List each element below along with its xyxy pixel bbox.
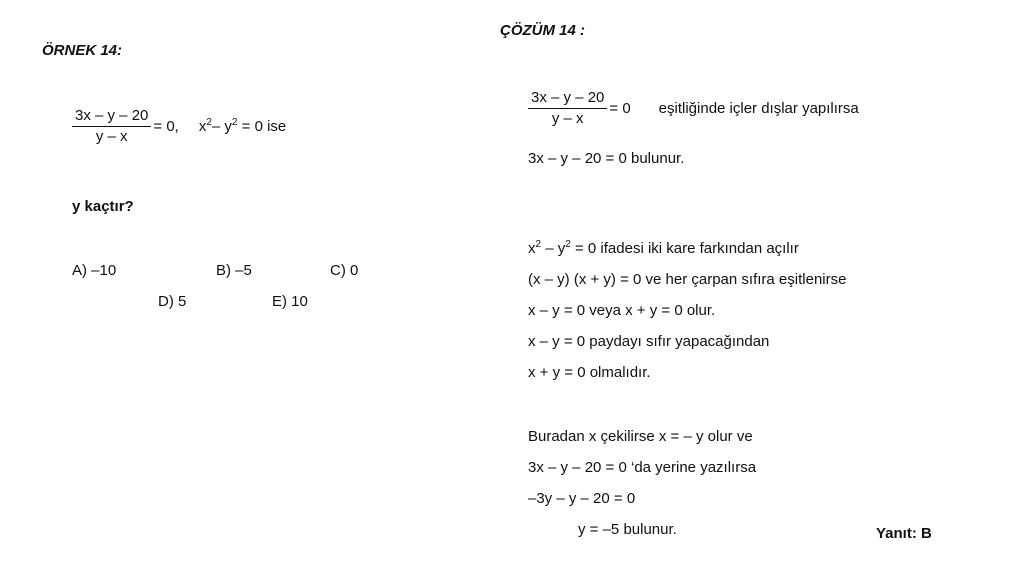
solution-fraction-line <box>528 88 859 129</box>
option-a: A) –10 <box>72 262 117 279</box>
example-fraction <box>72 106 151 147</box>
example-fraction-numerator: 3x – y – 20 <box>72 106 151 127</box>
option-e: E) 10 <box>272 293 308 310</box>
solution-heading: ÇÖZÜM 14 : <box>500 22 586 39</box>
solution-fraction-note: eşitliğinde içler dışlar yapılırsa <box>658 100 859 117</box>
solution-fraction-denominator: y – x <box>551 110 584 127</box>
solution-line-6: x + y = 0 olmalıdır. <box>528 364 651 381</box>
solution-fraction-numerator: 3x – y – 20 <box>528 88 607 109</box>
answer-label: Yanıt: B <box>876 525 932 542</box>
example-fraction-denominator: y – x <box>95 128 128 145</box>
solution-line-1: 3x – y – 20 = 0 bulunur. <box>528 150 685 167</box>
solution-fraction-rhs: = 0 <box>609 100 631 117</box>
option-d: D) 5 <box>158 293 187 310</box>
solution-line-3: (x – y) (x + y) = 0 ve her çarpan sıfıra eşitlenirse <box>528 271 847 288</box>
solution-line-8: 3x – y – 20 = 0 ‘da yerine yazılırsa <box>528 459 757 476</box>
solution-fraction <box>528 88 607 129</box>
example-question: y kaçtır? <box>72 198 134 215</box>
option-b: B) –5 <box>216 262 252 279</box>
solution-line-7: Buradan x çekilirse x = – y olur ve <box>528 428 753 445</box>
solution-line-10: y = –5 bulunur. <box>578 521 677 538</box>
example-equation <box>72 106 286 147</box>
solution-line-4: x – y = 0 veya x + y = 0 olur. <box>528 302 716 319</box>
option-c: C) 0 <box>330 262 359 279</box>
example-equation-rhs: = 0, <box>153 118 179 135</box>
solution-line-2: $x^2 - y^2 = 0$ ifadesi iki kare farkından açılır <box>528 239 799 257</box>
example-heading: ÖRNEK 14: <box>42 42 123 59</box>
solution-line-5: x – y = 0 paydayı sıfır yapacağından <box>528 333 770 350</box>
solution-line-9: –3y – y – 20 = 0 <box>528 490 636 507</box>
example-second-equation: $x^2-$ $y^2 = 0$ ise <box>198 117 287 135</box>
